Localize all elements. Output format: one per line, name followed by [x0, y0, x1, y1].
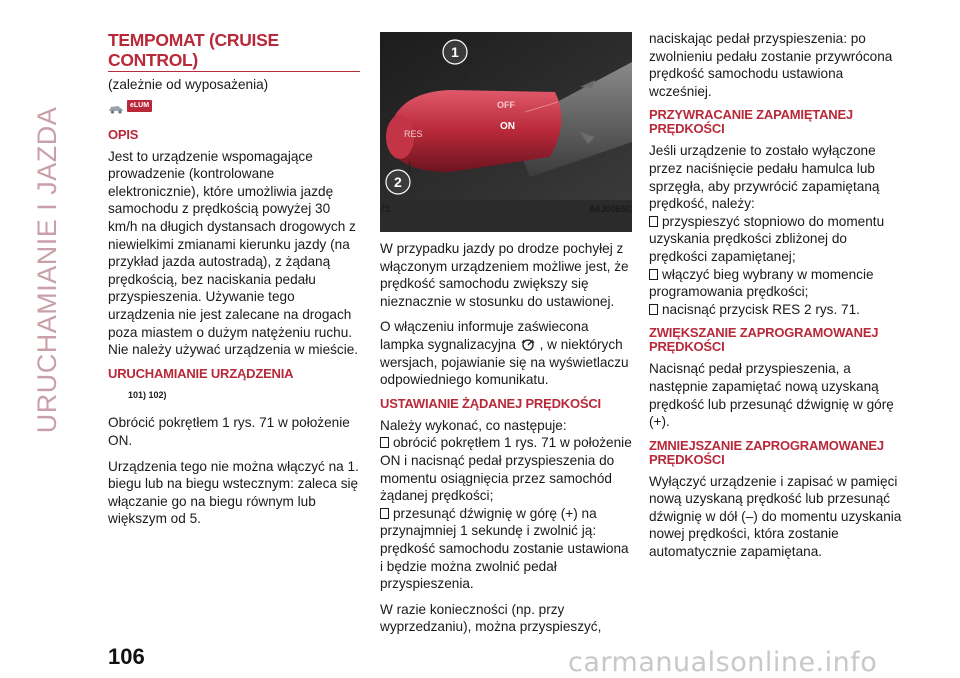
- lever-illustration: [380, 32, 632, 200]
- equipment-badge-row: [108, 100, 360, 120]
- checkbox-bullet-icon: [649, 269, 658, 280]
- off-label: OFF: [497, 100, 515, 110]
- figure-number: 71: [380, 204, 391, 214]
- slope-paragraph: W przypadku jazdy po drodze pochyłej z włączonym urządzeniem możliwe jest, że prędkość samochodu zwiększy się nieznacznie w stosunku do ustawionej.: [380, 241, 629, 309]
- page-number: 106: [108, 644, 145, 669]
- set-speed-item-2: przesunąć dźwignię w górę (+) na przynajmniej 1 sekundę i zwolnić ją: prędkość samochodu zostanie ustawiona i będzie można zwolnić pedał przyspieszenia.: [380, 505, 629, 592]
- callout-2-label: 2: [394, 174, 402, 190]
- decrease-heading: ZMNIEJSZANIE ZAPROGRAMOWANEJ PRĘDKOŚCI: [649, 437, 884, 467]
- column-3: [649, 30, 904, 569]
- checkbox-bullet-icon: [649, 216, 658, 227]
- start-heading: URUCHAMIANIE URZĄDZENIA: [108, 365, 294, 381]
- set-speed-item-1: obrócić pokrętłem 1 rys. 71 w położenie ON i nacisnąć pedał przyspieszenia do momentu osiągnięcia przez samochód żądanej prędkości;: [380, 435, 632, 504]
- watermark: carmanualsonline.info: [568, 647, 878, 678]
- checkbox-bullet-icon: [380, 437, 389, 448]
- opis-text: Jest to urządzenie wspomagające prowadzenie (kontrolowane elektronicznie), które umożliwia jazdę samochodu z prędkością powyżej 30 km/h na długich dystansach drogowych z niewielkimi zmianami kierunku jazdy (na przykład jazda autostradą), z żądaną prędkością, bez naciskania pedału przyspieszenia. Używanie tego urządzenia nie jest zalecane na drogach poza miastem o dużym natężeniu ruchu. Nie należy używać urządzenia w mieście.: [108, 148, 359, 358]
- checkbox-bullet-icon: [649, 304, 658, 315]
- chapter-side-tab: URUCHAMIANIE I JAZDA: [32, 106, 62, 434]
- opis-heading: OPIS: [108, 126, 139, 142]
- car-icon: [108, 104, 124, 114]
- recall-intro: Jeśli urządzenie to zostało wyłączone przez naciśnięcie pedału hamulca lub sprzęgła, aby przywrócić zapamiętaną prędkość, należy:: [649, 143, 880, 212]
- set-speed-heading: USTAWIANIE ŻĄDANEJ PRĘDKOŚCI: [380, 395, 601, 411]
- start-paragraph-2: Urządzenia tego nie można włączyć na 1. biegu lub na biegu wstecznym: zaleca się włączanie go na biegu równym lub większym od 5.: [108, 458, 359, 527]
- callout-1-label: 1: [451, 44, 459, 60]
- set-speed-intro: Należy wykonać, co następuje:: [380, 417, 567, 433]
- figure-code: A0J0065C: [588, 204, 632, 214]
- recall-item-3: nacisnąć przycisk RES 2 rys. 71.: [649, 301, 904, 319]
- decrease-text: Wyłączyć urządzenie i zapisać w pamięci nową uzyskaną prędkość lub przesunąć dźwignię w dół (–) do momentu uzyskania nowej prędkości, która zostanie automatycznie zapamiętana.: [649, 473, 902, 560]
- cruise-control-lever-figure: [380, 32, 632, 232]
- start-paragraph-1: Obrócić pokrętłem 1 rys. 71 w położenie ON.: [108, 415, 350, 448]
- figure-caption: [380, 204, 632, 214]
- column-1: [108, 30, 360, 536]
- warning-refs: 101) 102): [128, 389, 167, 400]
- elum-badge: eLUM: [127, 100, 152, 112]
- increase-heading: ZWIĘKSZANIE ZAPROGRAMOWANEJ PRĘDKOŚCI: [649, 325, 879, 355]
- continued-paragraph: naciskając pedał przyspieszenia: po zwolnieniu pedału zostanie przywrócona prędkość samochodu ustawiona wcześniej.: [649, 31, 893, 99]
- checkbox-bullet-icon: [380, 508, 389, 519]
- recall-item-2: włączyć bieg wybrany w momencie programowania prędkości;: [649, 266, 874, 300]
- recall-heading: PRZYWRACANIE ZAPAMIĘTANEJ PRĘDKOŚCI: [649, 107, 853, 137]
- increase-text: Nacisnąć pedał przyspieszenia, a następnie zapamiętać nową uzyskaną prędkość lub przesunąć dźwignię w górę (+).: [649, 361, 894, 430]
- res-label: RES: [404, 129, 423, 139]
- cruise-control-indicator-icon: [520, 337, 536, 351]
- recall-item-1: przyspieszyć stopniowo do momentu uzyskania prędkości zbliżonej do prędkości zapamiętanej;: [649, 213, 885, 264]
- section-title: TEMPOMAT (CRUISE CONTROL): [108, 30, 360, 72]
- section-subtitle: (zależnie od wyposażenia): [108, 77, 269, 92]
- indicator-paragraph: O włączeniu informuje zaświecona lampka sygnalizacyjna , w niektórych wersjach, pojawianie się na wyświetlaczu odpowiedniego komunikatu.: [380, 319, 629, 388]
- on-label: ON: [500, 121, 515, 132]
- column-2: [380, 240, 632, 644]
- overtake-paragraph: W razie konieczności (np. przy wyprzedzaniu), można przyspieszyć,: [380, 601, 602, 635]
